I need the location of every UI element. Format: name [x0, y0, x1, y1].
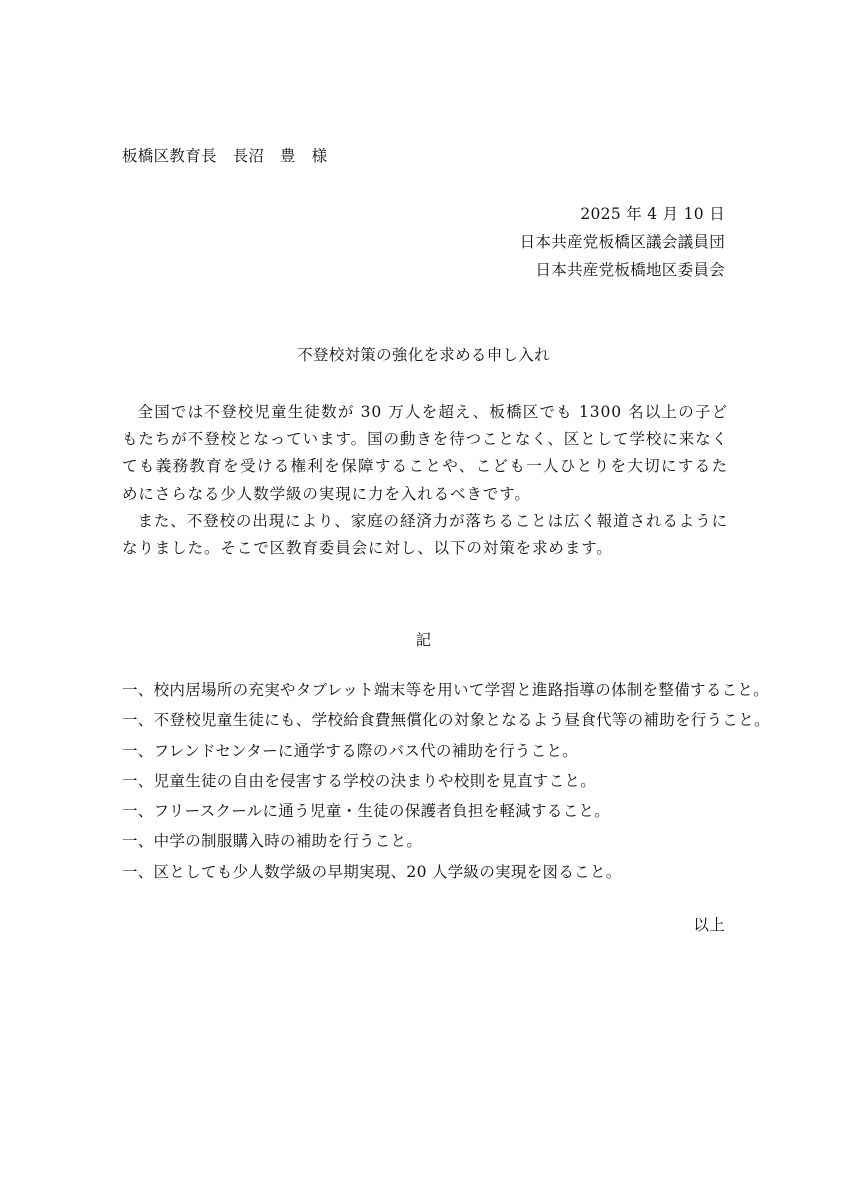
addressee: 板橋区教育長 長沼 豊 様 — [122, 147, 328, 165]
request-item-4: 一、児童生徒の自由を侵害する学校の決まりや校則を見直すこと。 — [122, 771, 597, 790]
request-item-5: 一、フリースクールに通う児童・生徒の保護者負担を軽減すること。 — [122, 802, 611, 821]
request-list — [122, 680, 770, 892]
sender-council-group: 日本共産党板橋区議会議員団 — [519, 233, 725, 251]
body-text — [122, 399, 728, 562]
request-item-6: 一、中学の制服購入時の補助を行うこと。 — [122, 832, 423, 851]
request-item-1: 一、校内居場所の充実やタブレット端末等を用いて学習と進路指導の体制を整備すること。 — [122, 681, 770, 699]
request-item-2: 一、不登校児童生徒にも、学校給食費無償化の対象となるよう昼食代等の補助を行うこと。 — [122, 711, 770, 730]
closing: 以上 — [693, 916, 725, 934]
sender-district-committee: 日本共産党板橋地区委員会 — [535, 261, 725, 279]
paragraph-2: また、不登校の出現により、家庭の経済力が落ちることは広く報道されるようになりました。そこで区教育委員会に対し、以下の対策を求めます。 — [122, 511, 728, 558]
ki-heading: 記 — [415, 631, 432, 649]
request-item-7: 一、区としても少人数学級の早期実現、20 人学級の実現を図ること。 — [122, 862, 622, 881]
date: 2025 年 4 月 10 日 — [580, 205, 725, 223]
paragraph-1: 全国では不登校児童生徒数が 30 万人を超え、板橋区でも 1300 名以上の子どもたちが不登校となっています。国の動きを待つことなく、区として学校に来なくても義務教育を受ける権利を保障することや、こども一人ひとりを大切にするためにさらなる少人数学級の実現に力を入れるべきです。 — [122, 403, 728, 503]
request-item-3: 一、フレンドセンターに通学する際のバス代の補助を行うこと。 — [122, 741, 579, 760]
document-title: 不登校対策の強化を求める申し入れ — [297, 346, 550, 364]
